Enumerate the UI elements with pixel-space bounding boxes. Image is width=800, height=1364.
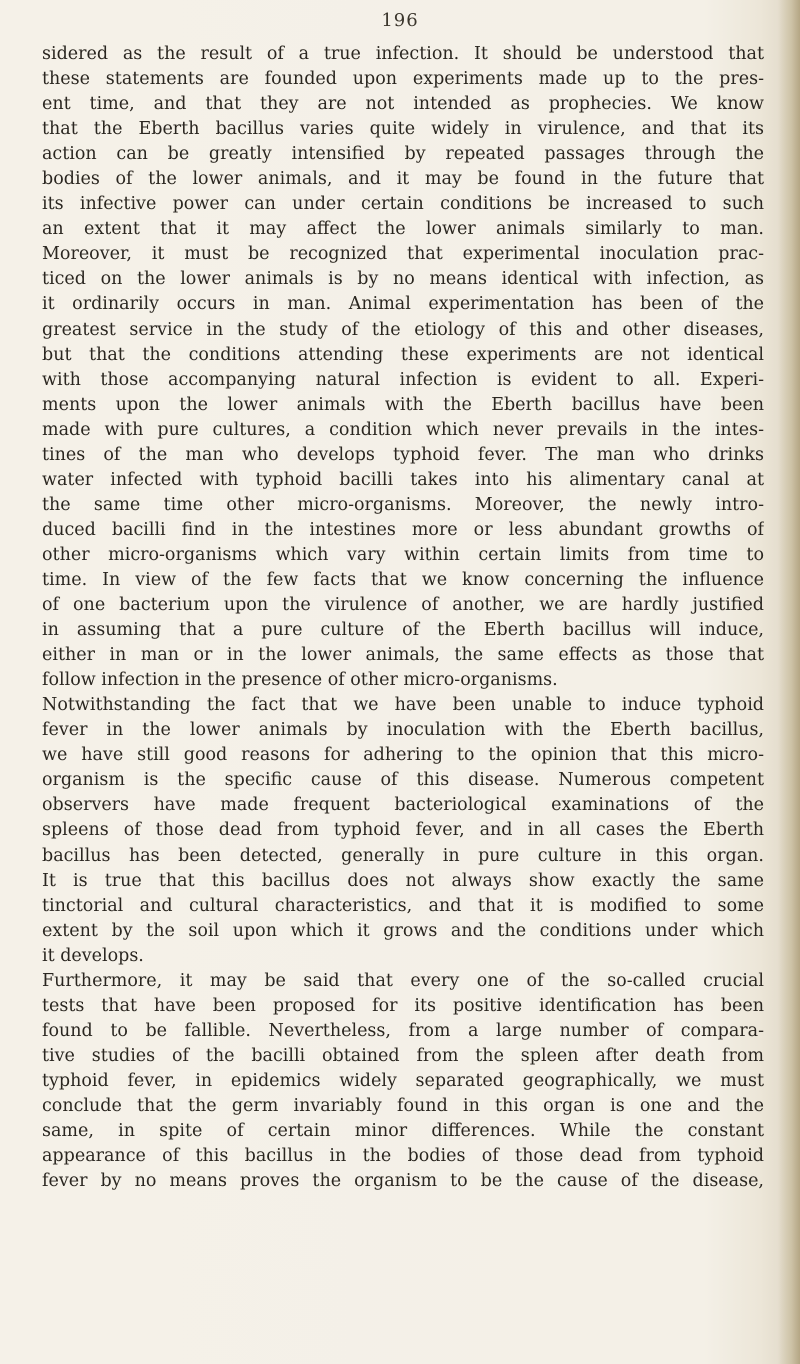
text-line: fever in the lower animals by inoculation with the Eberth bacillus,: [42, 720, 764, 741]
page-number: 196: [381, 10, 419, 31]
text-line: that the Eberth bacillus varies quite widely in virulence, and that its: [42, 119, 764, 140]
text-line: action can be greatly intensified by repeated passages through the: [42, 144, 764, 165]
text-line: found to be fallible. Nevertheless, from a large number of compara-: [42, 1020, 764, 1041]
text-line: ments upon the lower animals with the Eberth bacillus have been: [42, 394, 764, 415]
text-line: organism is the specific cause of this disease. Numerous competent: [42, 770, 764, 791]
text-line: the same time other micro-organisms. Moreover, the newly intro-: [42, 494, 764, 515]
text-line-paragraph-end: it develops.: [42, 945, 144, 966]
text-line-paragraph-end: follow infection in the presence of other micro-organisms.: [42, 670, 558, 691]
text-line: conclude that the germ invariably found in this organ is one and the: [42, 1095, 764, 1116]
text-line: sidered as the result of a true infection. It should be understood that: [42, 44, 764, 64]
text-line: Moreover, it must be recognized that experimental inoculation prac-: [42, 244, 764, 265]
text-line: an extent that it may affect the lower animals similarly to man.: [42, 219, 764, 240]
text-line: time. In view of the few facts that we know concerning the influence: [42, 569, 764, 590]
text-line: its infective power can under certain conditions be increased to such: [42, 194, 764, 215]
text-line: typhoid fever, in epidemics widely separated geographically, we must: [42, 1070, 764, 1091]
text-line: It is true that this bacillus does not always show exactly the same: [42, 870, 764, 891]
text-line: but that the conditions attending these experiments are not identical: [42, 344, 764, 365]
text-line: tests that have been proposed for its positive identification has been: [42, 995, 764, 1016]
text-line: water infected with typhoid bacilli takes into his alimentary canal at: [42, 469, 764, 490]
text-line: greatest service in the study of the etiology of this and other diseases,: [42, 319, 764, 340]
text-line: appearance of this bacillus in the bodies of those dead from typhoid: [42, 1146, 764, 1167]
text-line: ent time, and that they are not intended as prophecies. We know: [42, 94, 764, 115]
text-line: bodies of the lower animals, and it may be found in the future that: [42, 169, 764, 190]
text-line: same, in spite of certain minor differences. While the constant: [42, 1121, 764, 1142]
text-line: bacillus has been detected, generally in pure culture in this organ.: [42, 845, 764, 866]
text-line: spleens of those dead from typhoid fever, and in all cases the Eberth: [42, 820, 764, 841]
text-line: of one bacterium upon the virulence of another, we are hardly justified: [42, 595, 764, 616]
body-text: [42, 42, 764, 1194]
text-line: Furthermore, it may be said that every one of the so-called crucial: [42, 970, 764, 991]
text-line: we have still good reasons for adhering to the opinion that this micro-: [42, 745, 764, 766]
text-line: these statements are founded upon experiments made up to the pres-: [42, 69, 764, 90]
text-line: made with pure cultures, a condition which never prevails in the intes-: [42, 419, 764, 440]
text-line: Notwithstanding the fact that we have been unable to induce typhoid: [42, 695, 764, 716]
text-line: it ordinarily occurs in man. Animal experimentation has been of the: [42, 294, 764, 315]
text-line: with those accompanying natural infection is evident to all. Experi-: [42, 369, 764, 390]
text-line: tive studies of the bacilli obtained from the spleen after death from: [42, 1045, 764, 1066]
text-line: tinctorial and cultural characteristics, and that it is modified to some: [42, 895, 764, 916]
text-line: in assuming that a pure culture of the Eberth bacillus will induce,: [42, 620, 764, 641]
page-edge-shadow: [778, 0, 800, 1364]
text-line: other micro-organisms which vary within certain limits from time to: [42, 544, 764, 565]
text-line: fever by no means proves the organism to be the cause of the disease,: [42, 1171, 764, 1192]
text-line: ticed on the lower animals is by no means identical with infection, as: [42, 269, 764, 290]
text-line: duced bacilli find in the intestines more or less abundant growths of: [42, 519, 764, 540]
text-line: either in man or in the lower animals, the same effects as those that: [42, 645, 764, 666]
text-line: extent by the soil upon which it grows and the conditions under which: [42, 920, 764, 941]
text-line: observers have made frequent bacteriological examinations of the: [42, 795, 764, 816]
text-line: tines of the man who develops typhoid fever. The man who drinks: [42, 444, 764, 465]
